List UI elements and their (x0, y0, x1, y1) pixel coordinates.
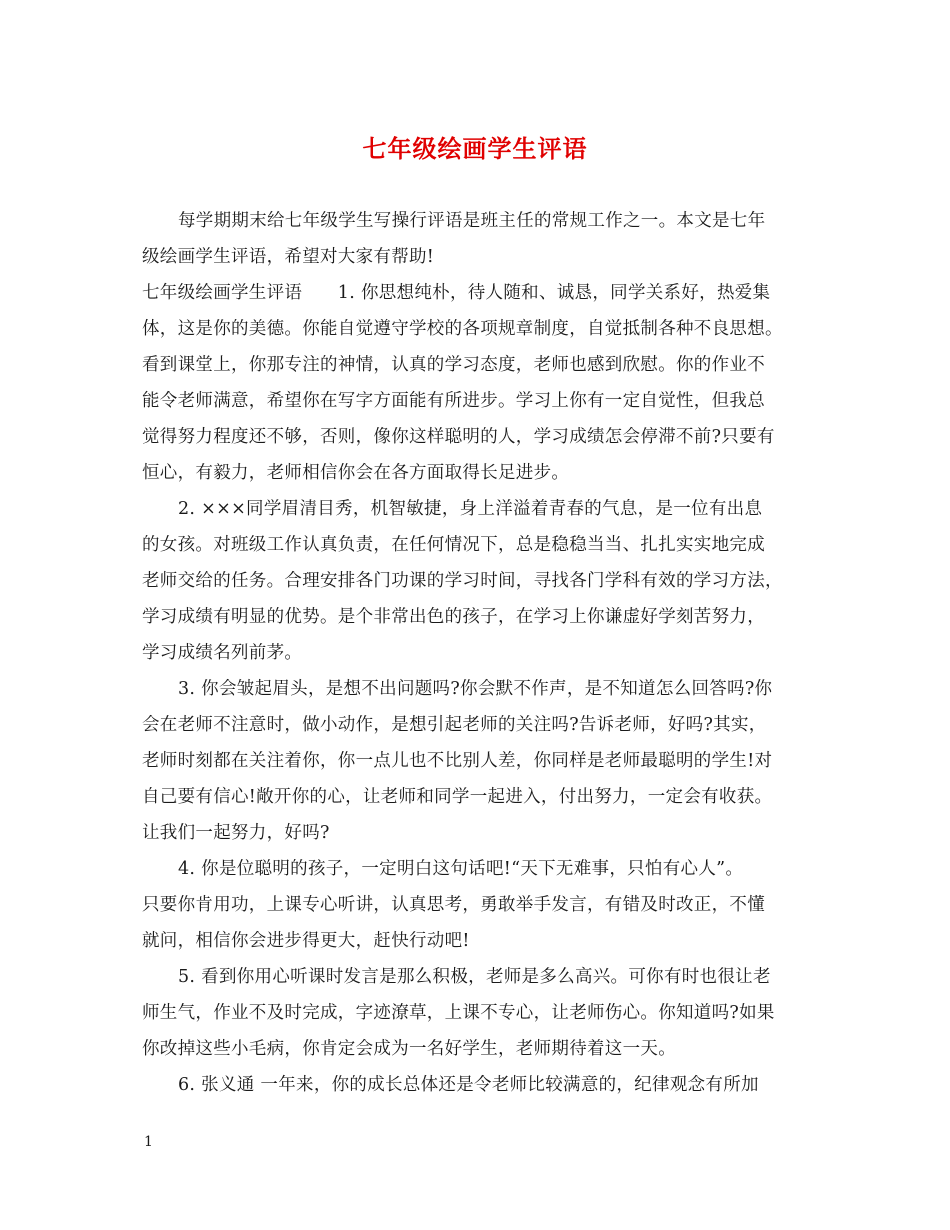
text-line: 学习成绩有明显的优势。是个非常出色的孩子，在学习上你谦虚好学刻苦努力， (142, 607, 765, 627)
text-line: 会在老师不注意时，做小动作，是想引起老师的关注吗?告诉老师，好吗?其实， (142, 715, 767, 735)
text-line: 6. 张义通 一年来，你的成长总体还是令老师比较满意的，纪律观念有所加 (178, 1075, 759, 1095)
text-line: 每学期期末给七年级学生写操行评语是班主任的常规工作之一。本文是七年 (178, 211, 766, 231)
text-line: 学习成绩名列前茅。 (142, 643, 303, 663)
text-line: 看到课堂上，你那专注的神情，认真的学习态度，老师也感到欣慰。你的作业不 (142, 355, 765, 375)
text-line: 级绘画学生评语，希望对大家有帮助! (142, 247, 435, 267)
text-line: 的女孩。对班级工作认真负责，在任何情况下，总是稳稳当当、扎扎实实地完成 (142, 535, 765, 555)
text-line: 5. 看到你用心听课时发言是那么积极，老师是多么高兴。可你有时也很让老 (178, 967, 771, 987)
text-line: 3. 你会皱起眉头，是想不出问题吗?你会默不作声，是不知道怎么回答吗?你 (178, 679, 773, 699)
text-line: 恒心，有毅力，老师相信你会在各方面取得长足进步。 (142, 463, 570, 483)
text-line: 师生气，作业不及时完成，字迹潦草，上课不专心，让老师伤心。你知道吗?如果 (142, 1003, 775, 1023)
page-title: 七年级绘画学生评语 (362, 134, 588, 163)
text-line: 自己要有信心!敞开你的心，让老师和同学一起进入，付出努力，一定会有收获。 (142, 787, 773, 807)
text-line: 体，这是你的美德。你能自觉遵守学校的各项规章制度，自觉抵制各种不良思想。 (142, 319, 783, 339)
text-line: 觉得努力程度还不够，否则，像你这样聪明的人，学习成绩怎会停滞不前?只要有 (142, 427, 775, 447)
text-line: 4. 你是位聪明的孩子，一定明白这句话吧!“天下无难事，只怕有心人”。 (178, 859, 744, 879)
text-line: 老师时刻都在关注着你，你一点儿也不比别人差，你同样是老师最聪明的学生!对 (142, 751, 773, 771)
text-line: 让我们一起努力，好吗? (142, 823, 330, 843)
text-line: 2. ×××同学眉清目秀，机智敏捷，身上洋溢着青春的气息，是一位有出息 (178, 499, 763, 519)
page-number: 1 (144, 1134, 153, 1150)
document-body (142, 203, 812, 1103)
text-line: 七年级绘画学生评语 1. 你思想纯朴，待人随和、诚恳，同学关系好，热爱集 (142, 283, 771, 303)
text-line: 只要你肯用功，上课专心听讲，认真思考，勇敢举手发言，有错及时改正，不懂 (142, 895, 765, 915)
text-line: 就问，相信你会进步得更大，赶快行动吧! (142, 931, 470, 951)
text-line: 老师交给的任务。合理安排各门功课的学习时间，寻找各门学科有效的学习方法， (142, 571, 783, 591)
text-line: 能令老师满意，希望你在写字方面能有所进步。学习上你有一定自觉性，但我总 (142, 391, 765, 411)
text-line: 你改掉这些小毛病，你肯定会成为一名好学生，老师期待着这一天。 (142, 1039, 676, 1059)
